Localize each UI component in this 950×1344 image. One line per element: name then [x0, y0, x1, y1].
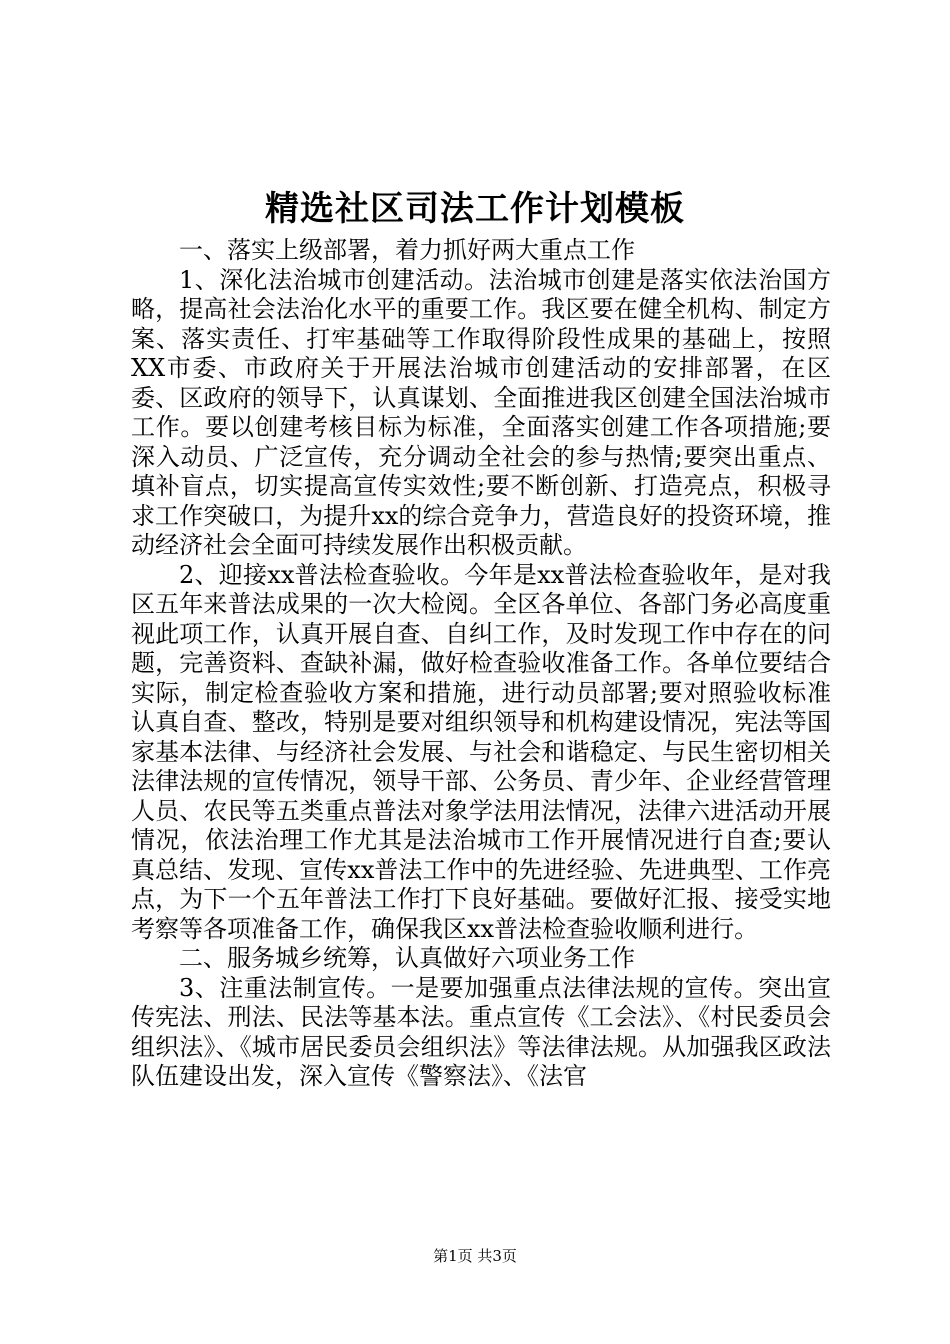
document-body	[131, 236, 831, 1092]
paragraph-2: 2、迎接xx普法检查验收。今年是xx普法检查验收年，是对我区五年来普法成果的一次大检阅。全区各单位、各部门务必高度重视此项工作，认真开展自查、自纠工作，及时发现工作中存在的问题，完善资料、查缺补漏，做好检查验收准备工作。各单位要结合实际，制定检查验收方案和措施，进行动员部署;要对照验收标准认真自查、整改，特别是要对组织领导和机构建设情况，宪法等国家基本法律、与经济社会发展、与社会和谐稳定、与民生密切相关法律法规的宣传情况，领导干部、公务员、青少年、企业经营管理人员、农民等五类重点普法对象学法用法情况，法律六进活动开展情况，依法治理工作尤其是法治城市工作开展情况进行自查;要认真总结、发现、宣传xx普法工作中的先进经验、先进典型、工作亮点，为下一个五年普法工作打下良好基础。要做好汇报、接受实地考察等各项准备工作，确保我区xx普法检查验收顺利进行。	[131, 560, 831, 943]
page-indicator: 第1页 共3页	[433, 1247, 517, 1265]
document-title: 精选社区司法工作计划模板	[265, 189, 685, 229]
paragraph-3: 3、注重法制宣传。一是要加强重点法律法规的宣传。突出宣传宪法、刑法、民法等基本法。重点宣传《工会法》、《村民委员会组织法》、《城市居民委员会组织法》等法律法规。从加强我区政法队伍建设出发，深入宣传《警察法》、《法官	[131, 973, 831, 1090]
section-heading-2: 二、服务城乡统筹，认真做好六项业务工作	[179, 944, 635, 972]
section-heading-1: 一、落实上级部署，着力抓好两大重点工作	[179, 236, 635, 264]
paragraph-1: 1、深化法治城市创建活动。法治城市创建是落实依法治国方略，提高社会法治化水平的重要工作。我区要在健全机构、制定方案、落实责任、打牢基础等工作取得阶段性成果的基础上，按照XX市委、市政府关于开展法治城市创建活动的安排部署，在区委、区政府的领导下，认真谋划、全面推进我区创建全国法治城市工作。要以创建考核目标为标准，全面落实创建工作各项措施;要深入动员、广泛宣传，充分调动全社会的参与热情;要突出重点、填补盲点，切实提高宣传实效性;要不断创新、打造亮点，积极寻求工作突破口，为提升xx的综合竞争力，营造良好的投资环境，推动经济社会全面可持续发展作出积极贡献。	[131, 265, 831, 559]
